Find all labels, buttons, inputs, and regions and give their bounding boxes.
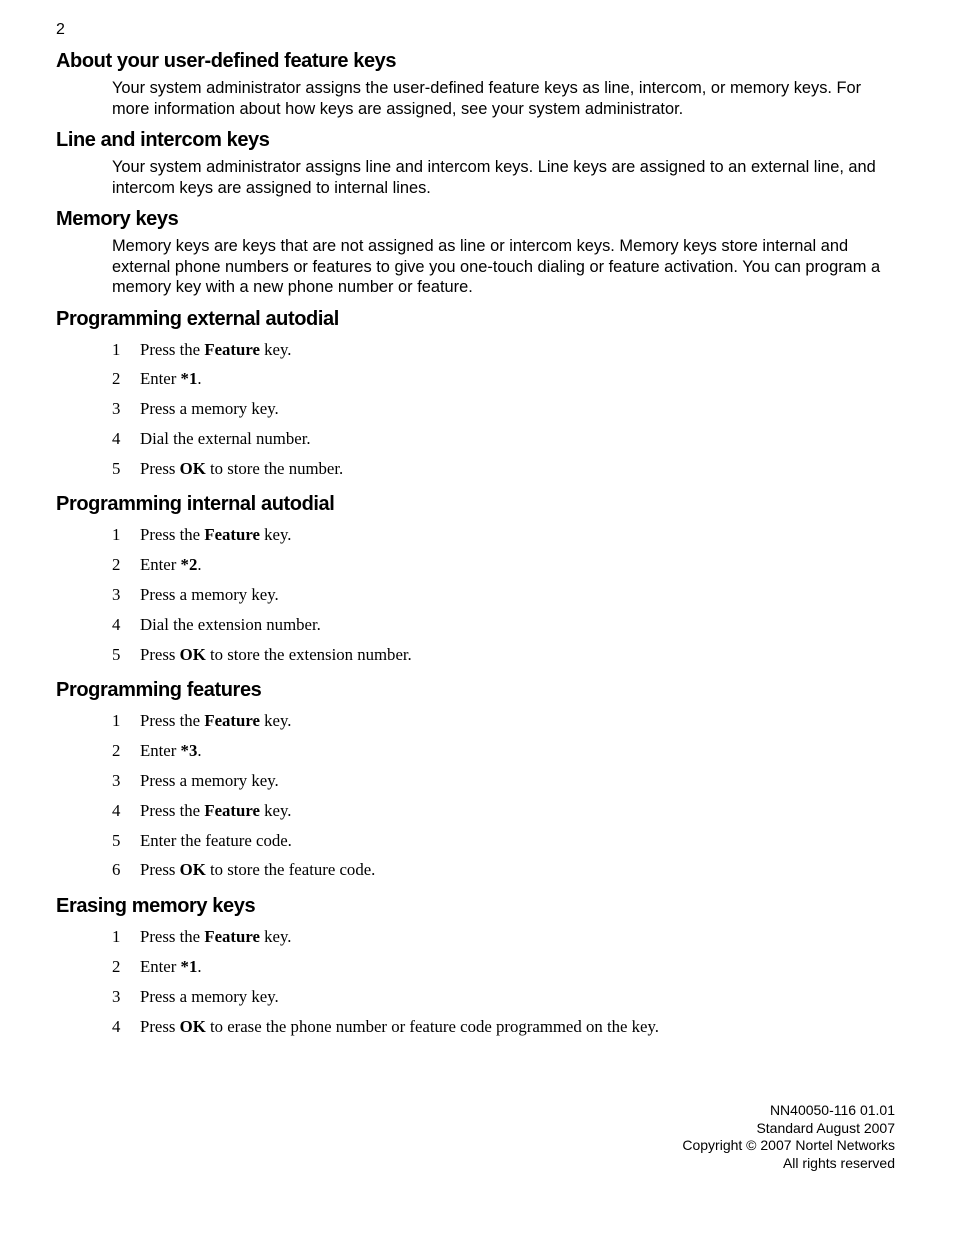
section-about-feature-keys bbox=[56, 48, 916, 119]
section-paragraph: Memory keys are keys that are not assigned as line or intercom keys. Memory keys store internal and external phone numbers or features to give you one-touch dialing or feature activation. You can program a memory key with a new phone number or feature. bbox=[112, 237, 881, 296]
section-heading: Programming features bbox=[56, 679, 262, 702]
step-item bbox=[112, 335, 916, 365]
step-text: Press the Feature key. bbox=[140, 800, 292, 820]
step-text: Press the Feature key. bbox=[140, 927, 292, 947]
step-text: Press OK to erase the phone number or feature code programmed on the key. bbox=[140, 1016, 659, 1036]
step-number: 1 bbox=[112, 339, 121, 359]
step-number: 4 bbox=[112, 428, 121, 448]
page-number: 2 bbox=[56, 21, 65, 38]
document-body bbox=[56, 48, 916, 1049]
step-text: Press the Feature key. bbox=[140, 525, 292, 545]
step-text: Press a memory key. bbox=[140, 986, 279, 1006]
step-list bbox=[112, 520, 916, 669]
step-text: Enter *3. bbox=[140, 741, 202, 761]
step-text: Enter the feature code. bbox=[140, 830, 292, 850]
step-list bbox=[112, 706, 916, 885]
step-text: Press OK to store the feature code. bbox=[140, 860, 376, 880]
step-text: Press a memory key. bbox=[140, 399, 279, 419]
step-text: Enter *1. bbox=[140, 369, 202, 389]
step-text: Press the Feature key. bbox=[140, 339, 292, 359]
step-number: 2 bbox=[112, 741, 121, 761]
step-number: 3 bbox=[112, 585, 121, 605]
step-item bbox=[112, 580, 916, 610]
step-item bbox=[112, 736, 916, 766]
step-number: 3 bbox=[112, 986, 121, 1006]
step-number: 3 bbox=[112, 399, 121, 419]
step-number: 2 bbox=[112, 957, 121, 977]
step-item bbox=[112, 610, 916, 640]
step-number: 4 bbox=[112, 800, 121, 820]
step-item bbox=[112, 706, 916, 736]
step-item bbox=[112, 1012, 916, 1042]
step-number: 5 bbox=[112, 458, 121, 478]
step-item bbox=[112, 364, 916, 394]
step-item bbox=[112, 424, 916, 454]
section-memory-keys bbox=[56, 206, 916, 298]
section-paragraph: Your system administrator assigns the user-defined feature keys as line, intercom, or memory keys. For more information about how keys are assigned, see your system administrator. bbox=[112, 79, 862, 118]
footer-doc-number: NN40050-116 01.01 bbox=[769, 1102, 895, 1118]
section-heading: About your user-defined feature keys bbox=[56, 50, 397, 72]
step-item bbox=[112, 766, 916, 796]
document-footer bbox=[682, 1102, 895, 1172]
step-number: 2 bbox=[112, 555, 121, 575]
step-text: Enter *1. bbox=[140, 957, 202, 977]
section-erasing-memory-keys bbox=[56, 893, 916, 1041]
step-text: Enter *2. bbox=[140, 555, 202, 575]
section-internal-autodial bbox=[56, 491, 916, 669]
step-item bbox=[112, 922, 916, 952]
step-item bbox=[112, 982, 916, 1012]
footer-release: Standard August 2007 bbox=[756, 1119, 895, 1136]
step-text: Dial the external number. bbox=[140, 428, 311, 448]
section-heading: Line and intercom keys bbox=[56, 129, 270, 151]
step-number: 1 bbox=[112, 525, 121, 545]
step-text: Press the Feature key. bbox=[140, 711, 292, 731]
step-item bbox=[112, 520, 916, 550]
section-heading: Programming external autodial bbox=[56, 307, 339, 330]
step-text: Press OK to store the number. bbox=[140, 458, 344, 478]
step-number: 4 bbox=[112, 614, 121, 634]
step-item bbox=[112, 826, 916, 856]
step-number: 5 bbox=[112, 830, 121, 850]
footer-rights: All rights reserved bbox=[782, 1154, 895, 1171]
section-heading: Erasing memory keys bbox=[56, 895, 256, 918]
step-number: 1 bbox=[112, 711, 121, 731]
section-heading: Programming internal autodial bbox=[56, 493, 335, 516]
step-number: 6 bbox=[112, 860, 121, 880]
step-number: 1 bbox=[112, 927, 121, 947]
section-programming-features bbox=[56, 677, 916, 885]
step-number: 4 bbox=[112, 1016, 121, 1036]
step-item bbox=[112, 640, 916, 670]
step-item bbox=[112, 952, 916, 982]
section-heading: Memory keys bbox=[56, 208, 179, 230]
step-text: Press a memory key. bbox=[140, 585, 279, 605]
step-number: 5 bbox=[112, 644, 121, 664]
step-text: Dial the extension number. bbox=[140, 614, 321, 634]
step-number: 2 bbox=[112, 369, 121, 389]
step-item bbox=[112, 550, 916, 580]
step-list bbox=[112, 335, 916, 484]
section-external-autodial bbox=[56, 306, 916, 484]
step-text: Press a memory key. bbox=[140, 771, 279, 791]
step-item bbox=[112, 454, 916, 484]
step-item bbox=[112, 855, 916, 885]
step-number: 3 bbox=[112, 771, 121, 791]
step-item bbox=[112, 394, 916, 424]
step-item bbox=[112, 796, 916, 826]
section-line-intercom-keys bbox=[56, 127, 916, 198]
section-paragraph: Your system administrator assigns line and intercom keys. Line keys are assigned to an external line, and intercom keys are assigned to internal lines. bbox=[112, 158, 876, 197]
step-list bbox=[112, 922, 916, 1041]
footer-copyright: Copyright © 2007 Nortel Networks bbox=[682, 1137, 895, 1153]
step-text: Press OK to store the extension number. bbox=[140, 644, 412, 664]
